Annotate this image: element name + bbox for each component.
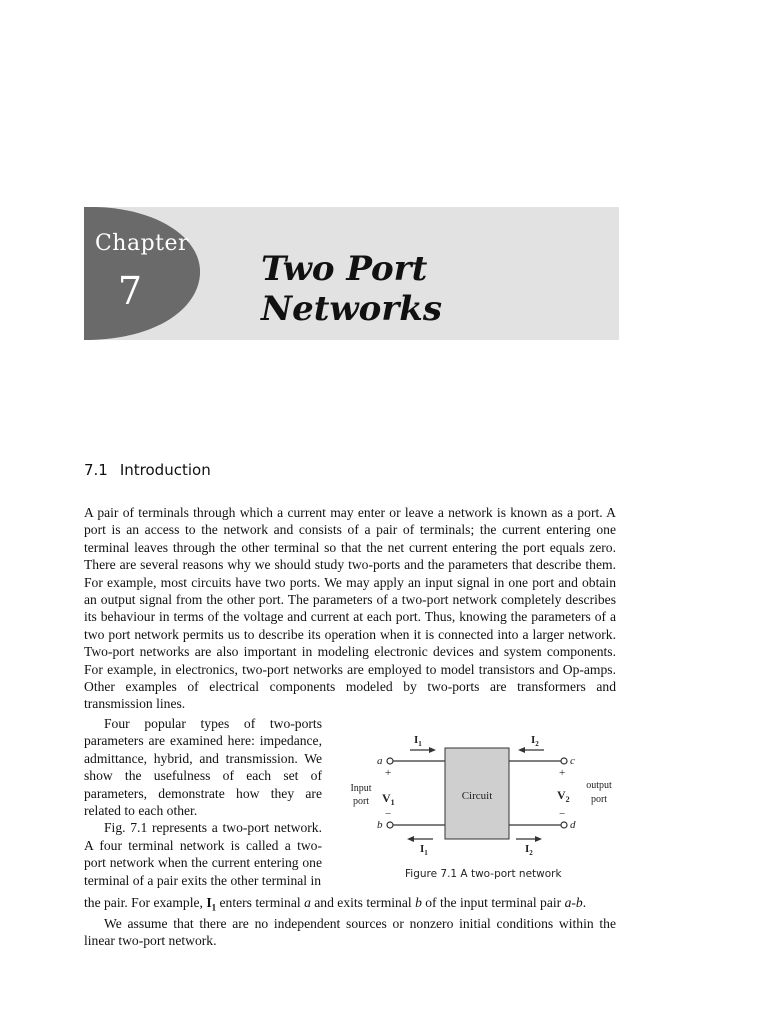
input-port-label-line2: port	[352, 796, 370, 807]
left-column-text	[84, 715, 322, 889]
chapter-number: 7	[117, 269, 143, 313]
terminal-d-label: d	[570, 819, 576, 831]
section-heading	[84, 461, 211, 479]
terminal-a-node	[387, 758, 393, 764]
i1-top-label: $I_1$	[414, 734, 422, 748]
i2-bottom-arrowhead	[535, 836, 542, 842]
i1-top-arrowhead	[429, 747, 436, 753]
circuit-box-label: Circuit	[461, 790, 493, 802]
input-port-label-line1: Input	[350, 783, 372, 794]
i1-bottom-label: $I_1$	[420, 843, 428, 857]
v1-plus: +	[385, 767, 392, 779]
section-title: Introduction	[119, 461, 211, 479]
four-types-paragraph: Four popular types of two-ports parameters are examined here: impedance, admittance, hybrid, and transmission. We show the usefulness of each set of parameters, demonstrate how they are related to each other.	[84, 716, 322, 819]
assumption-paragraph: We assume that there are no independent sources or nonzero initial conditions within the linear two-port network.	[84, 916, 616, 949]
output-port-label-line2: port	[590, 794, 608, 805]
terminal-d-node	[561, 822, 567, 828]
continuation-line: the pair. For example, $I_1$ enters terminal a and exits terminal b of the input terminal pair a-b.	[84, 895, 587, 913]
terminal-b-label: b	[377, 819, 383, 831]
chapter-title: Two Port Networks	[261, 249, 442, 329]
v1-label: $V_1$	[382, 791, 395, 807]
terminal-c-label: c	[570, 755, 575, 767]
i2-top-arrowhead	[518, 747, 525, 753]
terminal-a-label: a	[377, 755, 383, 767]
terminal-b-node	[387, 822, 393, 828]
intro-paragraph: A pair of terminals through which a current may enter or leave a network is known as a port. A port is an access to the network and consists of a pair of terminals; the current entering one terminal leaves through the other terminal so that the net current entering the port equals zero. There are several reasons why we should study two-ports and the parameters that describe them. For example, most circuits have two ports. We may apply an input signal in one port and obtain an output signal from the other port. The parameters of a two-port network completely describes its behaviour in terms of the voltage and current at each port. Thus, knowing the parameters of a two port network permits us to describe its operation when it is connected into a larger network. Two-port networks are also important in modeling electronic devices and system components. For example, in electronics, two-port networks are employed to model transistors and Op-amps. Other examples of electrical components modeled by two-ports are transformers and transmission lines.	[84, 505, 616, 712]
v1-minus: −	[385, 808, 392, 820]
i2-top-label: $I_2$	[531, 734, 539, 748]
output-port-label-line1: output	[586, 780, 612, 791]
fig-ref-paragraph: Fig. 7.1 represents a two-port network. A four terminal network is called a two-port network when the current entering one terminal of a pair exits the other terminal in	[84, 820, 322, 888]
chapter-label: Chapter	[94, 231, 190, 256]
chapter-banner	[84, 207, 619, 340]
terminal-c-node	[561, 758, 567, 764]
two-port-network-figure	[340, 728, 630, 858]
v2-minus: −	[559, 808, 566, 820]
section-number: 7.1	[84, 461, 108, 479]
i1-bottom-arrowhead	[407, 836, 414, 842]
i2-bottom-label: $I_2$	[525, 843, 533, 857]
v2-plus: +	[559, 767, 566, 779]
i1-inline: $I_1$	[206, 895, 217, 913]
figure-caption: Figure 7.1 A two-port network	[405, 868, 562, 880]
v2-label: $V_2$	[557, 788, 570, 804]
